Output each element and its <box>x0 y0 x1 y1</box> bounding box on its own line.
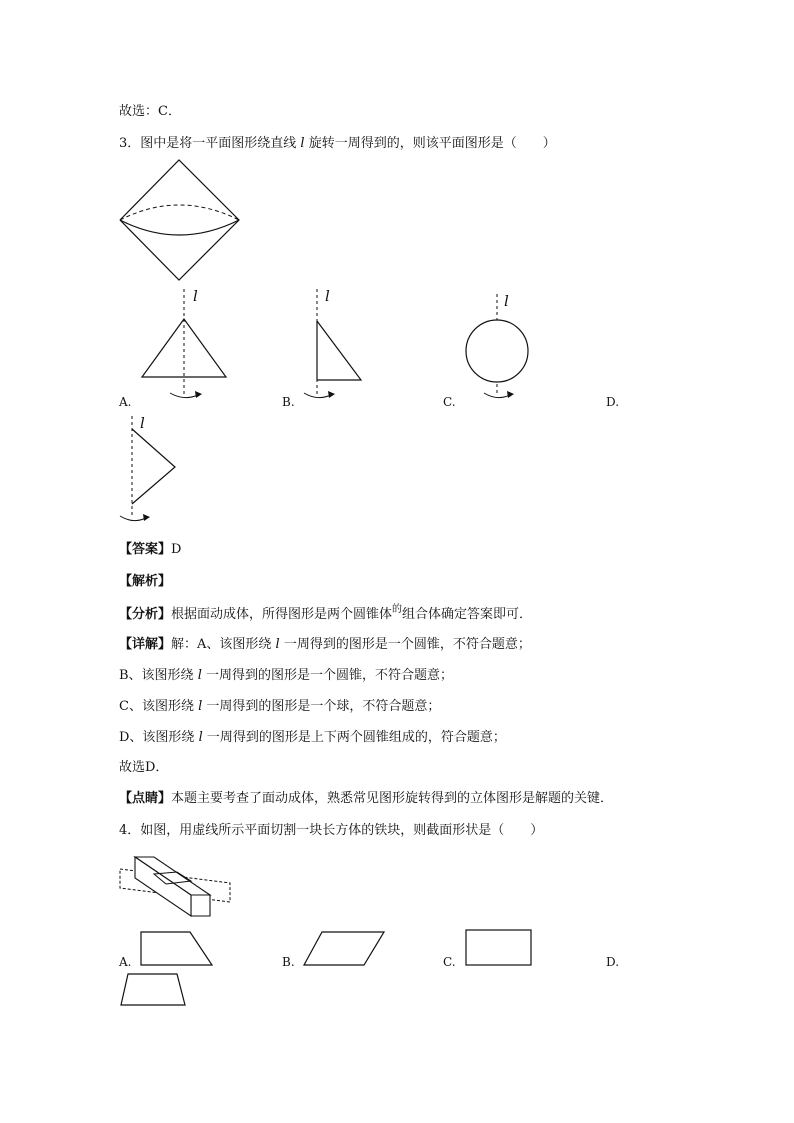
q3-option-a-label: A. <box>119 395 132 409</box>
axis-label-b: l <box>325 287 330 305</box>
question-3-stem <box>119 136 556 152</box>
q4-option-d-shape <box>119 972 189 1008</box>
q3-option-d-figure <box>118 412 188 527</box>
q3-option-c-figure <box>460 290 540 405</box>
dianjing-text: 本题主要考查了面动成体，熟悉常见图形旋转得到的立体图形是解题的关键． <box>171 791 614 806</box>
analysis-label: 【解析】 <box>119 574 172 589</box>
q3-option-a-figure <box>140 285 230 405</box>
dianjing-line <box>119 791 613 807</box>
previous-answer: 故选：C． <box>119 104 181 119</box>
detail-c-post: 一周得到的图形是一个球，不符合题意； <box>202 699 441 714</box>
detail-b-post: 一周得到的图形是一个圆锥，不符合题意； <box>201 668 453 683</box>
q3-prefix: 3．图中是将一平面图形绕直线 <box>119 136 301 151</box>
q3-var: l <box>300 136 305 151</box>
final-answer: 故选D． <box>119 760 169 775</box>
detail-d-pre: D、该图形绕 <box>119 730 199 745</box>
q3-option-c-label: C. <box>443 395 456 409</box>
q4-option-c-shape <box>465 929 535 967</box>
fenxi-text-pre: 根据面动成体，所得图形是两个圆锥体 <box>171 607 393 622</box>
detail-d-post: 一周得到的图形是上下两个圆锥组成的，符合题意； <box>202 730 506 745</box>
question-4-stem: 4．如图，用虚线所示平面切割一块长方体的铁块，则截面形状是（ ） <box>119 823 544 838</box>
q3-option-d-label: D. <box>606 395 620 409</box>
detail-b-line <box>119 668 453 684</box>
detail-d-var: l <box>198 730 203 745</box>
answer-value: D <box>171 542 182 557</box>
fenxi-label: 【分析】 <box>119 607 172 622</box>
fenxi-text-post: 组合体确定答案即可． <box>402 607 533 622</box>
xiangjie-var: l <box>275 637 280 652</box>
q4-option-a-label: A. <box>119 955 132 969</box>
double-cone-figure <box>120 158 242 282</box>
q3-option-b-figure <box>300 285 380 405</box>
answer-line <box>119 542 181 558</box>
cuboid-cut-figure <box>118 855 238 920</box>
answer-label: 【答案】 <box>119 542 172 557</box>
axis-label-a: l <box>193 287 198 305</box>
fenxi-superscript: 的 <box>392 604 403 615</box>
xiangjie-post: 一周得到的图形是一个圆锥，不符合题意； <box>279 637 531 652</box>
q4-option-b-label: B. <box>282 955 295 969</box>
xiangjie-line <box>119 637 531 653</box>
q4-option-b-shape <box>303 930 388 968</box>
detail-d-line <box>119 730 506 746</box>
q4-option-c-label: C. <box>443 955 456 969</box>
detail-c-pre: C、该图形绕 <box>119 699 199 714</box>
q3-option-b-label: B. <box>282 395 295 409</box>
fenxi-line <box>119 604 533 624</box>
axis-label-d: l <box>140 414 145 432</box>
q4-option-d-label: D. <box>606 955 620 969</box>
detail-b-pre: B、该图形绕 <box>119 668 198 683</box>
detail-c-line <box>119 699 440 715</box>
detail-b-var: l <box>197 668 202 683</box>
q4-option-a-shape <box>140 930 215 968</box>
xiangjie-label: 【详解】 <box>119 637 172 652</box>
axis-label-c: l <box>504 292 509 310</box>
detail-c-var: l <box>198 699 203 714</box>
xiangjie-pre: 解：A、该图形绕 <box>171 637 276 652</box>
dianjing-label: 【点睛】 <box>119 791 172 806</box>
q3-suffix: 旋转一周得到的，则该平面图形是（ ） <box>304 136 556 151</box>
